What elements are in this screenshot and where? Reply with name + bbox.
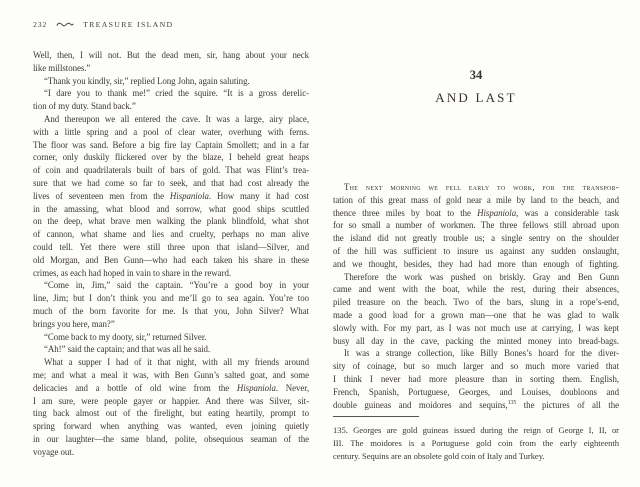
text-line: of cannon, what shame and lies and cruelty, perhaps no man alive [33,229,309,240]
text-line: lives of seventeen men from the Hispaniola. How many it had cost [33,190,309,201]
text-line: crimes, as each had hoped in vain to share in the reward. [33,267,231,278]
chapter-number: 34 [469,68,483,82]
text-line: corner, only duskily flickered over by the blaze, I beheld great heaps [33,152,309,163]
text-line: “Come in, Jim,” said the captain. “You’re a good boy in your [44,280,309,291]
text-line: “Come back to my dooty, sir,” returned Silver. [44,331,207,342]
text-line: busy all day in the cave, packing the minted money into bread-bags. [333,335,619,346]
footnote [333,424,619,462]
text-line: The next morning we fell early to work, for the transpor- [344,182,619,192]
left-page-body [33,49,309,459]
text-line: 135. Georges are gold guineas issued during the reign of George I, II, or [333,425,619,435]
text-line: line, Jim; but I don’t think you and me’ll go to sea again. You’re too [33,293,309,304]
text-line: and we thought, besides, they had had more than enough of fighting. [333,258,619,269]
text-line: tation of this great mass of gold near a mile by land to the beach, and [333,194,619,205]
text-line: It was a strange collection, like Billy Bones’s hoard for the diver- [344,348,619,359]
text-line: spring forward when anything was wanted, even joining quietly [33,421,309,432]
text-line: I am sure, were people gayer or happier. And there was Silver, sit- [33,395,309,406]
text-line: “I dare you to thank me!” cried the squire. “It is a gross derelic- [44,88,309,99]
text-line: tion of my duty. Stand back.” [33,101,136,112]
text-line: III. The moidores is a Portuguese gold coin from the early eighteenth [333,437,619,448]
text-line: sure that we had come so far to seek, and that had cost already the [33,177,309,188]
text-line: slowly with. For my part, as I was not much use at carrying, I was kept [333,322,619,333]
text-line: the island did not greatly trouble us; a single sentry on the shoulder [333,233,619,244]
text-line: double guineas and moidores and sequins,$^{135}$ the pictures of all the [333,399,619,410]
text-line: delicacies and a bottle of old wine from the Hispaniola. Never, [33,382,309,393]
text-line: much of the born favorite for me. Is that you, John Silver? What [33,305,309,316]
text-line: French, Spanish, Portuguese, Georges, and Louises, doubloons and [333,386,619,397]
text-line: thence three miles by boat to the Hispaniola, was a considerable task [333,207,619,218]
text-line: came and went with the boat, while the rest, during their absences, [333,284,619,295]
text-line: sity of coinage, but so much larger and so much more varied that [333,361,619,372]
right-page-body [333,181,619,411]
text-line: me; and what a meal it was, with Ben Gunn’s salted goat, and some [33,369,309,380]
text-line: of coin and quadrilaterals built of bars of gold. That was Flint’s trea- [33,165,309,176]
text-line: What a supper I had of it that night, with all my friends around [44,357,309,368]
running-head [33,20,173,29]
text-line: in our laughter—the same bland, polite, obsequious seaman of the [33,433,309,444]
text-line: piled treasure on the beach. Two of the bars, slung in a rope’s-end, [333,297,619,308]
text-line: with a little spring and a pool of clear water, overhung with ferns. [33,126,309,137]
text-line: ting back almost out of the firelight, but eating heartily, prompt to [33,408,309,419]
text-line: for so small a number of workmen. The three fellows still abroad upon [333,220,619,231]
footnote-divider [333,416,419,417]
text-line: like millstones.” [33,62,91,73]
text-line: of the hill was sufficient to insure us against any sudden onslaught, [333,245,619,256]
text-line: Therefore the work was pushed on briskly. Gray and Ben Gunn [344,271,619,282]
text-line: I think I never had more pleasure than in sorting them. English, [333,373,619,384]
text-line: on the deep, what brave men walking the plank blindfold, what shot [33,216,309,227]
text-line: And thereupon we all entered the cave. It was a large, airy place, [44,113,309,124]
text-line: voyage out. [33,446,74,457]
text-line: old Morgan, and Ben Gunn—who had each taken his share in these [33,254,309,265]
text-line: The floor was sand. Before a big fire lay Captain Smollett; and in a far [33,139,309,150]
text-line: could tell. Yet there were still three upon that island—Silver, and [33,241,309,252]
chapter-title: AND LAST [435,90,517,105]
text-line: made a good load for a grown man—one that he was glad to walk [333,309,619,320]
text-line: Well, then, I will not. But the dead men, sir, hang about your neck [33,50,309,60]
wave-ornament-icon [56,21,74,28]
text-line: in the amassing, what blood and sorrow, what good ships scuttled [33,203,309,214]
book-title: TREASURE ISLAND [83,20,174,29]
text-line: “Thank you kindly, sir,” replied Long John, again saluting. [44,75,250,86]
page-number: 232 [33,20,48,29]
text-line: century. Sequins are an obsolete gold coin of Italy and Turkey. [333,450,545,461]
text-line: brings you here, man?” [33,318,115,329]
text-line: “Ah!” said the captain; and that was all he said. [44,344,211,355]
